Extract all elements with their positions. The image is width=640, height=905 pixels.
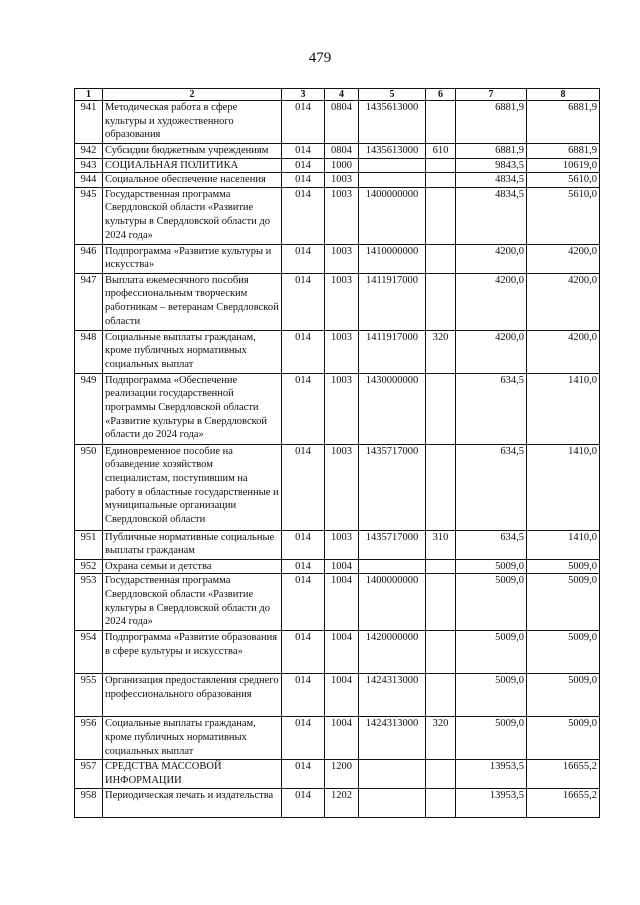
amount-col7: 4200,0: [456, 244, 527, 273]
expense-type-code: 310: [426, 530, 456, 559]
amount-col8: 1410,0: [527, 373, 600, 444]
amount-col7: 5009,0: [456, 631, 527, 674]
row-number: 947: [75, 273, 103, 330]
row-name: Периодическая печать и издательства: [103, 789, 282, 818]
page-number: 479: [308, 50, 332, 66]
chapter-code: 014: [282, 559, 325, 574]
table-row: [75, 158, 600, 173]
target-article-code: 1400000000: [359, 574, 426, 631]
row-number: 945: [75, 187, 103, 244]
row-name: Подпрограмма «Развитие образования в сфере культуры и искусства»: [103, 631, 282, 674]
amount-col7: 634,5: [456, 373, 527, 444]
amount-col8: 6881,9: [527, 101, 600, 144]
amount-col8: 5009,0: [527, 574, 600, 631]
amount-col7: 4834,5: [456, 173, 527, 188]
expense-type-code: [426, 273, 456, 330]
table-row: [75, 674, 600, 717]
expense-type-code: 320: [426, 717, 456, 760]
table-row: [75, 559, 600, 574]
section-code: 1004: [325, 631, 359, 674]
table-row: [75, 789, 600, 818]
row-name: Государственная программа Свердловской области «Развитие культуры в Свердловской области до 2024 года»: [103, 574, 282, 631]
target-article-code: 1435613000: [359, 101, 426, 144]
expense-type-code: [426, 674, 456, 717]
target-article-code: 1424313000: [359, 674, 426, 717]
chapter-code: 014: [282, 631, 325, 674]
amount-col8: 5009,0: [527, 717, 600, 760]
amount-col8: 4200,0: [527, 244, 600, 273]
table-row: [75, 444, 600, 530]
chapter-code: 014: [282, 717, 325, 760]
row-number: 953: [75, 574, 103, 631]
row-number: 941: [75, 101, 103, 144]
amount-col7: 5009,0: [456, 674, 527, 717]
header-row: [75, 89, 600, 101]
row-name: Социальные выплаты гражданам, кроме публичных нормативных социальных выплат: [103, 717, 282, 760]
amount-col8: 5610,0: [527, 187, 600, 244]
section-code: 1003: [325, 273, 359, 330]
table-row: [75, 373, 600, 444]
amount-col7: 634,5: [456, 444, 527, 530]
table-row: [75, 244, 600, 273]
amount-col8: 1410,0: [527, 530, 600, 559]
amount-col8: 6881,9: [527, 144, 600, 159]
row-name: Социальные выплаты гражданам, кроме публичных нормативных социальных выплат: [103, 330, 282, 373]
section-code: 1003: [325, 444, 359, 530]
row-number: 942: [75, 144, 103, 159]
target-article-code: [359, 158, 426, 173]
expense-type-code: [426, 444, 456, 530]
amount-col8: 4200,0: [527, 330, 600, 373]
target-article-code: 1435613000: [359, 144, 426, 159]
target-article-code: 1410000000: [359, 244, 426, 273]
row-name: Методическая работа в сфере культуры и художественного образования: [103, 101, 282, 144]
chapter-code: 014: [282, 244, 325, 273]
row-number: 946: [75, 244, 103, 273]
section-code: 1003: [325, 373, 359, 444]
table-row: [75, 144, 600, 159]
column-header: 8: [527, 89, 600, 101]
row-name: Государственная программа Свердловской области «Развитие культуры в Свердловской области до 2024 года»: [103, 187, 282, 244]
row-number: 957: [75, 760, 103, 789]
chapter-code: 014: [282, 373, 325, 444]
section-code: 1003: [325, 330, 359, 373]
expense-type-code: 610: [426, 144, 456, 159]
row-name: Подпрограмма «Развитие культуры и искусства»: [103, 244, 282, 273]
column-header: 3: [282, 89, 325, 101]
target-article-code: 1400000000: [359, 187, 426, 244]
chapter-code: 014: [282, 173, 325, 188]
column-header: 5: [359, 89, 426, 101]
row-name: Публичные нормативные социальные выплаты гражданам: [103, 530, 282, 559]
chapter-code: 014: [282, 574, 325, 631]
row-number: 956: [75, 717, 103, 760]
chapter-code: 014: [282, 144, 325, 159]
row-number: 955: [75, 674, 103, 717]
table-header: [75, 89, 600, 101]
section-code: 1003: [325, 530, 359, 559]
column-header: 6: [426, 89, 456, 101]
amount-col8: 5610,0: [527, 173, 600, 188]
table-row: [75, 330, 600, 373]
amount-col8: 10619,0: [527, 158, 600, 173]
row-name: Организация предоставления среднего профессионального образования: [103, 674, 282, 717]
expense-type-code: 320: [426, 330, 456, 373]
amount-col8: 16655,2: [527, 789, 600, 818]
chapter-code: 014: [282, 273, 325, 330]
chapter-code: 014: [282, 330, 325, 373]
table-row: [75, 101, 600, 144]
section-code: 0804: [325, 101, 359, 144]
row-name: Субсидии бюджетным учреждениям: [103, 144, 282, 159]
expense-type-code: [426, 631, 456, 674]
row-number: 948: [75, 330, 103, 373]
row-name: Единовременное пособие на обзаведение хозяйством специалистам, поступившим на работу в областные государственные и муниципальные организации Свердловской области: [103, 444, 282, 530]
expense-type-code: [426, 760, 456, 789]
table-row: [75, 273, 600, 330]
expense-type-code: [426, 187, 456, 244]
amount-col7: 5009,0: [456, 559, 527, 574]
chapter-code: 014: [282, 789, 325, 818]
target-article-code: 1411917000: [359, 273, 426, 330]
row-number: 952: [75, 559, 103, 574]
chapter-code: 014: [282, 760, 325, 789]
amount-col7: 6881,9: [456, 144, 527, 159]
table-row: [75, 574, 600, 631]
row-name: СОЦИАЛЬНАЯ ПОЛИТИКА: [103, 158, 282, 173]
section-code: 1003: [325, 173, 359, 188]
target-article-code: [359, 173, 426, 188]
amount-col8: 5009,0: [527, 559, 600, 574]
target-article-code: 1424313000: [359, 717, 426, 760]
amount-col7: 5009,0: [456, 574, 527, 631]
amount-col7: 4200,0: [456, 273, 527, 330]
expense-type-code: [426, 158, 456, 173]
section-code: 1202: [325, 789, 359, 818]
target-article-code: [359, 559, 426, 574]
expense-type-code: [426, 244, 456, 273]
column-header: 7: [456, 89, 527, 101]
column-header: 2: [103, 89, 282, 101]
row-name: Выплата ежемесячного пособия профессиональным творческим работникам – ветеранам Свердловской области: [103, 273, 282, 330]
expense-type-code: [426, 373, 456, 444]
row-number: 950: [75, 444, 103, 530]
amount-col7: 4200,0: [456, 330, 527, 373]
section-code: 1004: [325, 717, 359, 760]
chapter-code: 014: [282, 444, 325, 530]
amount-col7: 13953,5: [456, 760, 527, 789]
expense-type-code: [426, 574, 456, 631]
amount-col8: 5009,0: [527, 631, 600, 674]
chapter-code: 014: [282, 158, 325, 173]
amount-col8: 16655,2: [527, 760, 600, 789]
chapter-code: 014: [282, 101, 325, 144]
section-code: 1004: [325, 559, 359, 574]
table-row: [75, 631, 600, 674]
table-row: [75, 760, 600, 789]
amount-col8: 5009,0: [527, 674, 600, 717]
amount-col7: 13953,5: [456, 789, 527, 818]
target-article-code: [359, 789, 426, 818]
column-header: 1: [75, 89, 103, 101]
amount-col8: 1410,0: [527, 444, 600, 530]
column-header: 4: [325, 89, 359, 101]
target-article-code: 1411917000: [359, 330, 426, 373]
section-code: 1004: [325, 574, 359, 631]
chapter-code: 014: [282, 674, 325, 717]
row-number: 949: [75, 373, 103, 444]
table-body: [75, 101, 600, 818]
row-name: СРЕДСТВА МАССОВОЙ ИНФОРМАЦИИ: [103, 760, 282, 789]
row-number: 943: [75, 158, 103, 173]
table-row: [75, 187, 600, 244]
expense-type-code: [426, 173, 456, 188]
table-row: [75, 173, 600, 188]
amount-col7: 6881,9: [456, 101, 527, 144]
table-row: [75, 717, 600, 760]
row-number: 954: [75, 631, 103, 674]
amount-col7: 634,5: [456, 530, 527, 559]
target-article-code: 1435717000: [359, 530, 426, 559]
row-name: Социальное обеспечение населения: [103, 173, 282, 188]
expense-type-code: [426, 101, 456, 144]
amount-col7: 9843,5: [456, 158, 527, 173]
target-article-code: [359, 760, 426, 789]
amount-col8: 4200,0: [527, 273, 600, 330]
chapter-code: 014: [282, 187, 325, 244]
section-code: 1004: [325, 674, 359, 717]
amount-col7: 4834,5: [456, 187, 527, 244]
amount-col7: 5009,0: [456, 717, 527, 760]
section-code: 1003: [325, 187, 359, 244]
row-name: Подпрограмма «Обеспечение реализации государственной программы Свердловской области «Развитие культуры в Свердловской области до 2024 года»: [103, 373, 282, 444]
row-number: 944: [75, 173, 103, 188]
row-name: Охрана семьи и детства: [103, 559, 282, 574]
expense-type-code: [426, 789, 456, 818]
target-article-code: 1420000000: [359, 631, 426, 674]
row-number: 951: [75, 530, 103, 559]
section-code: 0804: [325, 144, 359, 159]
target-article-code: 1435717000: [359, 444, 426, 530]
section-code: 1003: [325, 244, 359, 273]
section-code: 1200: [325, 760, 359, 789]
expense-type-code: [426, 559, 456, 574]
table-row: [75, 530, 600, 559]
budget-table: [74, 88, 600, 818]
section-code: 1000: [325, 158, 359, 173]
row-number: 958: [75, 789, 103, 818]
chapter-code: 014: [282, 530, 325, 559]
target-article-code: 1430000000: [359, 373, 426, 444]
